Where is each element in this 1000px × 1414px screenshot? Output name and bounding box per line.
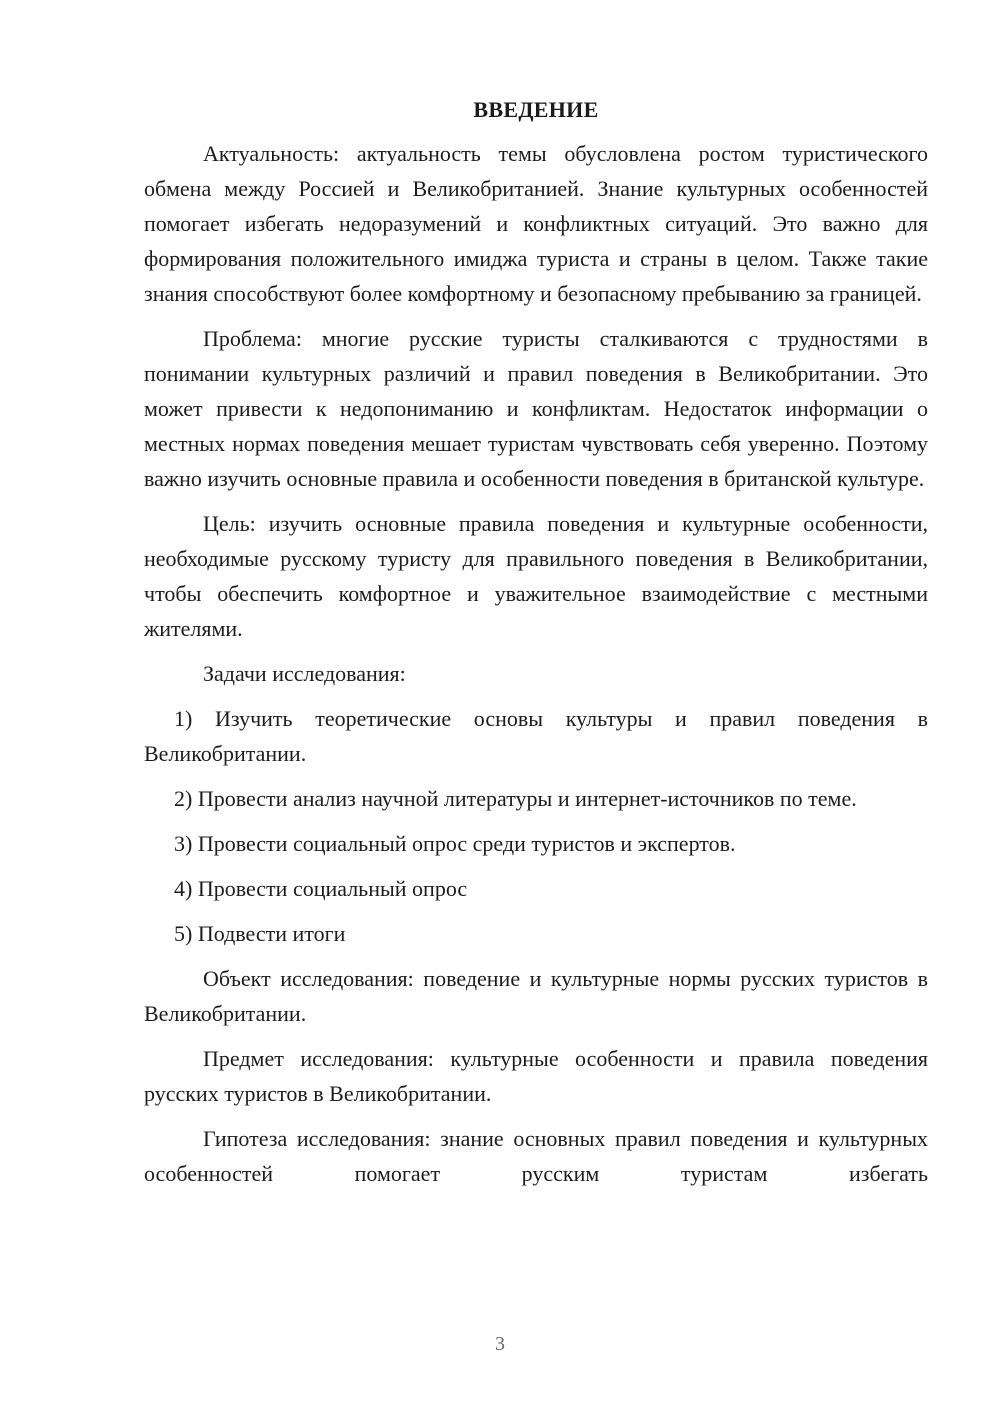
paragraph-tasks-intro: Задачи исследования: xyxy=(203,661,406,686)
paragraph-goal: Цель: изучить основные правила поведения и культурные особенности, необходимые русскому туристу для правильного поведения в Великобритании, чтобы обеспечить комфортное и уважительное взаимодействие с местными жителями. xyxy=(144,511,928,641)
document-page xyxy=(144,96,928,1201)
task-item-4: 4) Провести социальный опрос xyxy=(174,876,468,901)
task-item-1: 1) Изучить теоретические основы культуры и правил поведения в Великобритании. xyxy=(144,706,928,766)
paragraph-subject: Предмет исследования: культурные особенности и правила поведения русских туристов в Великобритании. xyxy=(144,1046,928,1106)
task-item-2: 2) Провести анализ научной литературы и интернет-источников по теме. xyxy=(174,786,857,811)
paragraph-relevance: Актуальность: актуальность темы обусловлена ростом туристического обмена между Россией и Великобританией. Знание культурных особенностей помогает избегать недоразумений и конфликтных ситуаций. Это важно для формирования положительного имиджа туриста и страны в целом. Также такие знания способствуют более комфортному и безопасному пребыванию за границей. xyxy=(144,141,928,306)
page-number: 3 xyxy=(495,1333,505,1355)
paragraph-hypothesis: Гипотеза исследования: знание основных правил поведения и культурных особенностей помогает русским туристам избегать xyxy=(144,1126,928,1186)
paragraph-problem: Проблема: многие русские туристы сталкиваются с трудностями в понимании культурных различий и правил поведения в Великобритании. Это может привести к недопониманию и конфликтам. Недостаток информации о местных нормах поведения мешает туристам чувствовать себя уверенно. Поэтому важно изучить основные правила и особенности поведения в британской культуре. xyxy=(144,326,928,491)
task-item-3: 3) Провести социальный опрос среди туристов и экспертов. xyxy=(174,831,736,856)
paragraph-object: Объект исследования: поведение и культурные нормы русских туристов в Великобритании. xyxy=(144,966,928,1026)
task-item-5: 5) Подвести итоги xyxy=(174,921,346,946)
section-heading: ВВЕДЕНИЕ xyxy=(473,97,599,122)
